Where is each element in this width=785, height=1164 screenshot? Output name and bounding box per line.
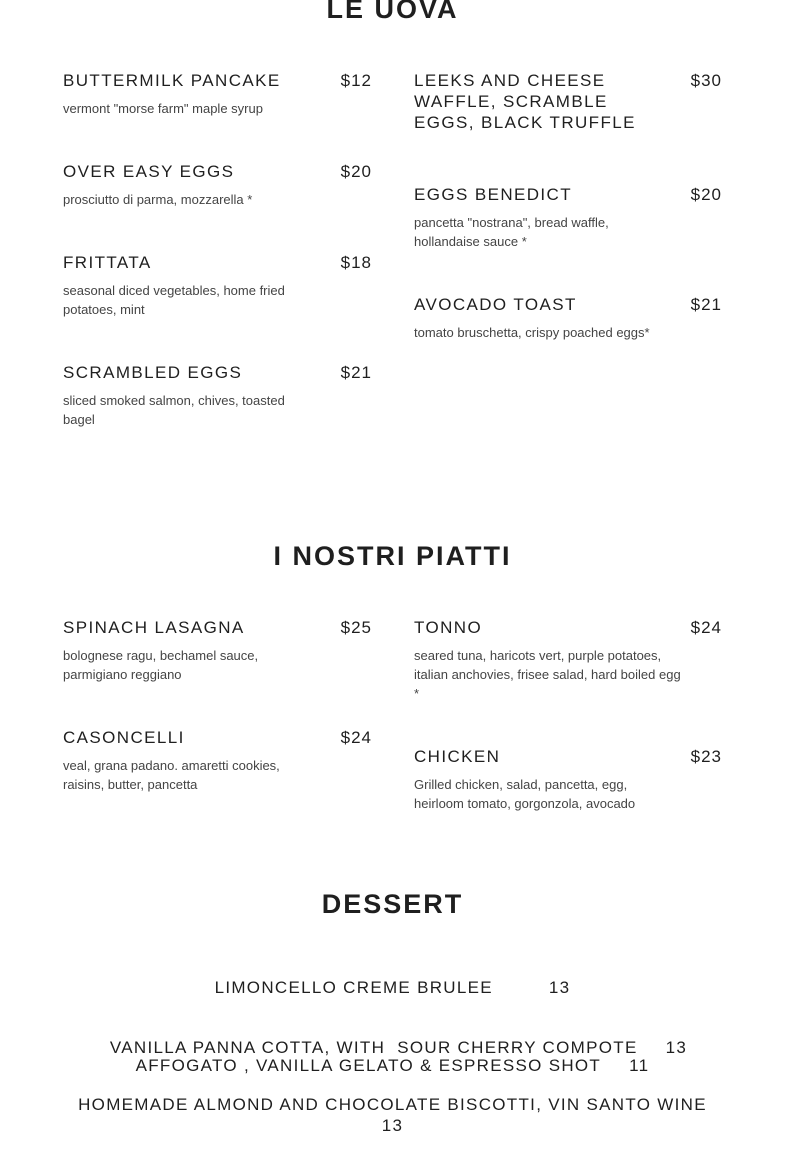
dessert-item	[0, 1016, 785, 1058]
item-description: veal, grana padano. amaretti cookies, raisins, butter, pancetta	[63, 758, 280, 792]
dessert-item	[0, 1094, 785, 1136]
section-title-piatti: I NOSTRI PIATTI	[273, 541, 512, 571]
item-name: CASONCELLI	[63, 728, 185, 747]
dessert-name: VANILLA PANNA COTTA, WITH SOUR CHERRY COMPOTE	[109, 1038, 638, 1057]
item-description: vermont "morse farm" maple syrup	[63, 101, 263, 116]
item-description: Grilled chicken, salad, pancetta, egg, heirloom tomato, gorgonzola, avocado	[414, 777, 636, 811]
item-price: $25	[340, 618, 372, 637]
item-price: $20	[690, 185, 722, 204]
menu-item	[414, 294, 722, 342]
menu-item	[63, 252, 372, 319]
section-title-dessert: DESSERT	[321, 889, 464, 919]
item-description: tomato bruschetta, crispy poached eggs*	[414, 325, 650, 340]
item-description: seasonal diced vegetables, home fried potatoes, mint	[63, 283, 285, 317]
item-name: SCRAMBLED EGGS	[63, 363, 243, 382]
dessert-name: LIMONCELLO CREME BRULEE	[214, 978, 493, 997]
menu-item	[63, 161, 372, 209]
dessert-price: 13	[381, 1116, 404, 1135]
item-description: bolognese ragu, bechamel sauce, parmigiano reggiano	[63, 648, 259, 682]
item-name: TONNO	[414, 618, 483, 637]
item-name: CHICKEN	[414, 747, 501, 766]
item-description: sliced smoked salmon, chives, toasted bagel	[63, 393, 285, 427]
item-price: $24	[690, 618, 722, 637]
dessert-price: 13	[665, 1038, 688, 1057]
item-name: EGGS BENEDICT	[414, 185, 573, 204]
item-name: BUTTERMILK PANCAKE	[63, 71, 281, 90]
menu-item	[414, 617, 722, 703]
item-price: $23	[690, 747, 722, 766]
item-name: FRITTATA	[63, 253, 152, 272]
menu-item	[63, 70, 372, 118]
item-price: $30	[690, 71, 722, 90]
item-name: LEEKS AND CHEESE WAFFLE, SCRAMBLE EGGS, BLACK TRUFFLE	[414, 71, 636, 132]
item-price: $24	[340, 728, 372, 747]
item-price: $12	[340, 71, 372, 90]
dessert-price: 13	[548, 978, 571, 997]
item-name: OVER EASY EGGS	[63, 162, 235, 181]
item-name: AVOCADO TOAST	[414, 295, 577, 314]
section-title-uova: LE UOVA	[326, 0, 459, 24]
menu-item	[63, 617, 372, 684]
dessert-name: AFFOGATO , VANILLA GELATO & ESPRESSO SHOT	[135, 1056, 602, 1075]
item-price: $21	[690, 295, 722, 314]
dessert-name: HOMEMADE ALMOND AND CHOCOLATE BISCOTTI, VIN SANTO WINE	[78, 1095, 707, 1114]
menu-item	[414, 184, 722, 251]
dessert-price: 11	[629, 1056, 650, 1075]
item-price: $21	[340, 363, 372, 382]
menu-item	[63, 727, 372, 794]
menu-item	[414, 746, 722, 813]
dessert-item	[0, 1055, 785, 1076]
item-description: prosciutto di parma, mozzarella *	[63, 192, 253, 207]
item-description: seared tuna, haricots vert, purple potatoes, italian anchovies, frisee salad, hard boiled egg *	[414, 648, 681, 701]
item-name: SPINACH LASAGNA	[63, 618, 245, 637]
menu-item	[414, 70, 722, 133]
item-price: $18	[340, 253, 372, 272]
item-price: $20	[340, 162, 372, 181]
item-description: pancetta "nostrana", bread waffle, hollandaise sauce *	[414, 215, 609, 249]
dessert-item	[0, 977, 785, 998]
menu-item	[63, 362, 372, 429]
